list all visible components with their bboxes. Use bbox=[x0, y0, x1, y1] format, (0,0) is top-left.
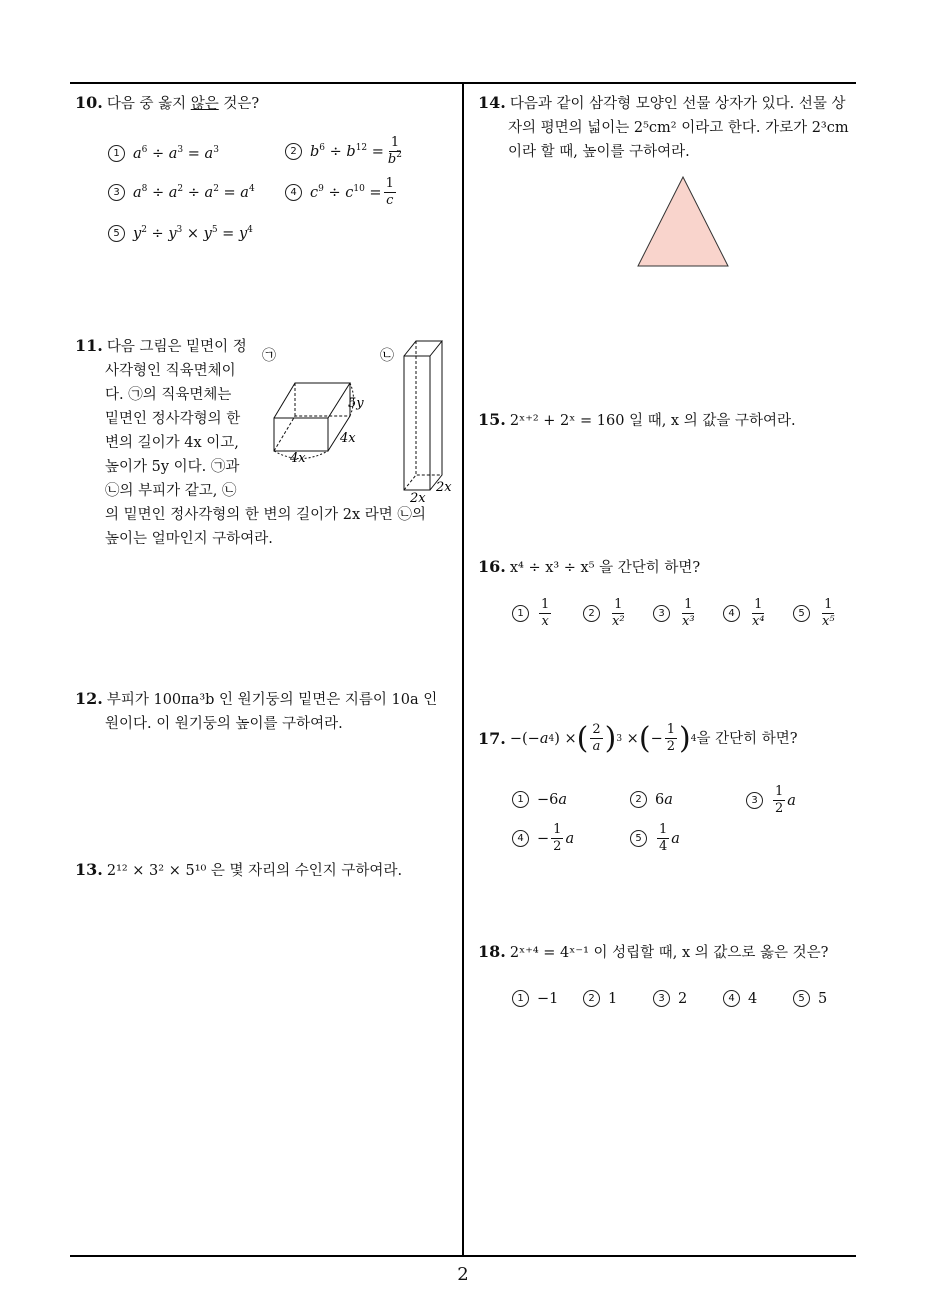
option-mark: 1 bbox=[512, 791, 529, 808]
question-number: 18. bbox=[478, 942, 506, 961]
option-mark: 4 bbox=[723, 605, 740, 622]
question-14: 14. 다음과 같이 삼각형 모양인 선물 상자가 있다. 선물 상 자의 평면의 넓이는 2⁵cm² 이라고 한다. 가로가 2³cm 이라 할 때, 높이를 구하여라. bbox=[478, 93, 849, 160]
option-mark: 1 bbox=[108, 145, 125, 162]
question-number: 10. bbox=[75, 93, 103, 112]
dim-2x-bottom: 2x bbox=[410, 491, 426, 506]
q17-option-3[interactable]: 3 $\frac{1}{2}$ a bbox=[746, 784, 796, 817]
dim-5y: 5y bbox=[348, 396, 364, 411]
question-number: 16. bbox=[478, 557, 506, 576]
q18-option-3[interactable]: 3 2 bbox=[653, 990, 687, 1007]
q10-option-2[interactable]: 2 $b^6 \div b^{12}$ = $\frac{1}{b^2}$ bbox=[285, 135, 406, 168]
fraction: $\frac{1}{c}$ bbox=[385, 176, 394, 208]
option-mark: 3 bbox=[653, 990, 670, 1007]
dim-4x-side: 4x bbox=[340, 431, 356, 446]
option-mark: 5 bbox=[793, 605, 810, 622]
q18-option-4[interactable]: 4 4 bbox=[723, 990, 757, 1007]
dim-4x-bottom: 4x bbox=[290, 451, 306, 466]
q18-option-5[interactable]: 5 5 bbox=[793, 990, 827, 1007]
question-10: 10. 다음 중 옳지 않은 것은? bbox=[75, 93, 260, 112]
option-mark: 3 bbox=[653, 605, 670, 622]
option-mark: 5 bbox=[108, 225, 125, 242]
expression: −(− a 4 ) × ( $\frac{2}{a}$ ) 3 × ( − $\frac{1}{2}$ ) 4 bbox=[509, 720, 697, 756]
column-divider bbox=[462, 82, 464, 1256]
option-mark: 1 bbox=[512, 990, 529, 1007]
fraction: $\frac{1}{b^2}$ bbox=[387, 135, 402, 167]
question-number: 13. bbox=[75, 860, 103, 879]
q18-option-1[interactable]: 1 −1 bbox=[512, 990, 558, 1007]
option-mark: 1 bbox=[512, 605, 529, 622]
option-mark: 2 bbox=[630, 791, 647, 808]
question-number: 11. bbox=[75, 336, 103, 355]
question-17: 17. −(− a 4 ) × ( $\frac{2}{a}$ ) 3 × ( − $\frac{1}{2}$ ) 4 을 간단히 하면? bbox=[478, 720, 798, 756]
q17-option-4[interactable]: 4 − $\frac{1}{2}$ a bbox=[512, 822, 574, 855]
q17-option-2[interactable]: 2 6a bbox=[630, 791, 673, 808]
cuboid-a bbox=[274, 383, 354, 459]
q16-option-1[interactable]: 1 $\frac{1}{x}$ bbox=[512, 597, 553, 630]
q16-option-5[interactable]: 5 $\frac{1}{\text{x⁵}}$ bbox=[793, 597, 839, 630]
option-mark: 5 bbox=[793, 990, 810, 1007]
gift-box-triangle bbox=[638, 177, 728, 266]
option-mark: 3 bbox=[108, 184, 125, 201]
question-13: 13. 2¹² × 3² × 5¹⁰ 은 몇 자리의 수인지 구하여라. bbox=[75, 860, 403, 879]
option-mark: 4 bbox=[285, 184, 302, 201]
option-mark: 2 bbox=[285, 143, 302, 160]
dim-2x-side: 2x bbox=[436, 480, 452, 495]
option-mark: 5 bbox=[630, 830, 647, 847]
question-15: 15. 2ˣ⁺² + 2ˣ = 160 일 때, x 의 값을 구하여라. bbox=[478, 410, 796, 429]
question-18: 18. 2ˣ⁺⁴ = 4ˣ⁻¹ 이 성립할 때, x 의 값으로 옳은 것은? bbox=[478, 942, 829, 961]
q17-option-1[interactable]: 1 −6a bbox=[512, 791, 567, 808]
q17-option-5[interactable]: 5 $\frac{1}{4}$ a bbox=[630, 822, 680, 855]
question-number: 12. bbox=[75, 689, 103, 708]
q16-option-2[interactable]: 2 $\frac{1}{\text{x²}}$ bbox=[583, 597, 629, 630]
q16-option-3[interactable]: 3 $\frac{1}{\text{x³}}$ bbox=[653, 597, 699, 630]
question-11: 11. 다음 그림은 밑면이 정 사각형인 직육면체이 다. ㉠의 직육면체는 밑면인 정사각형의 한 변의 길이가 4x 이고, 높이가 5y 이다. ㉠과 ㉡의 부피가 같고, ㉡ 의 밑면인 정사각형의 한 변의 길이가 2x 라면 ㉡의 높이는 얼마인지 구하여라. bbox=[75, 336, 426, 547]
q10-option-5[interactable]: 5 $y^2 \div y^3 \times y^5 = y^4$ bbox=[108, 225, 253, 242]
cuboid-figure bbox=[260, 336, 460, 511]
question-12: 12. 부피가 100πa³b 인 원기둥의 밑면은 지름이 10a 인 원이다. 이 원기둥의 높이를 구하여라. bbox=[75, 689, 438, 732]
figure-label-a: ㉠ bbox=[262, 348, 276, 364]
underlined-word: 않은 bbox=[190, 96, 219, 112]
q18-option-2[interactable]: 2 1 bbox=[583, 990, 617, 1007]
q10-option-4[interactable]: 4 $c^9 \div c^{10}$ = $\frac{1}{c}$ bbox=[285, 176, 398, 209]
question-16: 16. x⁴ ÷ x³ ÷ x⁵ 을 간단히 하면? bbox=[478, 557, 701, 576]
option-mark: 2 bbox=[583, 605, 600, 622]
figure-label-b: ㉡ bbox=[380, 348, 394, 364]
triangle-figure bbox=[636, 175, 730, 269]
question-number: 15. bbox=[478, 410, 506, 429]
q10-option-3[interactable]: 3 $a^8 \div a^2 \div a^2 = a^4$ bbox=[108, 184, 255, 201]
option-mark: 4 bbox=[723, 990, 740, 1007]
page-number: 2 bbox=[457, 1264, 469, 1285]
question-number: 14. bbox=[478, 93, 506, 112]
option-mark: 3 bbox=[746, 792, 763, 809]
question-number: 17. bbox=[478, 728, 506, 748]
option-mark: 4 bbox=[512, 830, 529, 847]
cuboid-b bbox=[404, 341, 442, 490]
q16-option-4[interactable]: 4 $\frac{1}{\text{x⁴}}$ bbox=[723, 597, 769, 630]
q10-option-1[interactable]: 1 $a^6 \div a^3 = a^3$ bbox=[108, 145, 219, 162]
question-text: 다음 중 옳지 bbox=[106, 96, 191, 112]
option-mark: 2 bbox=[583, 990, 600, 1007]
